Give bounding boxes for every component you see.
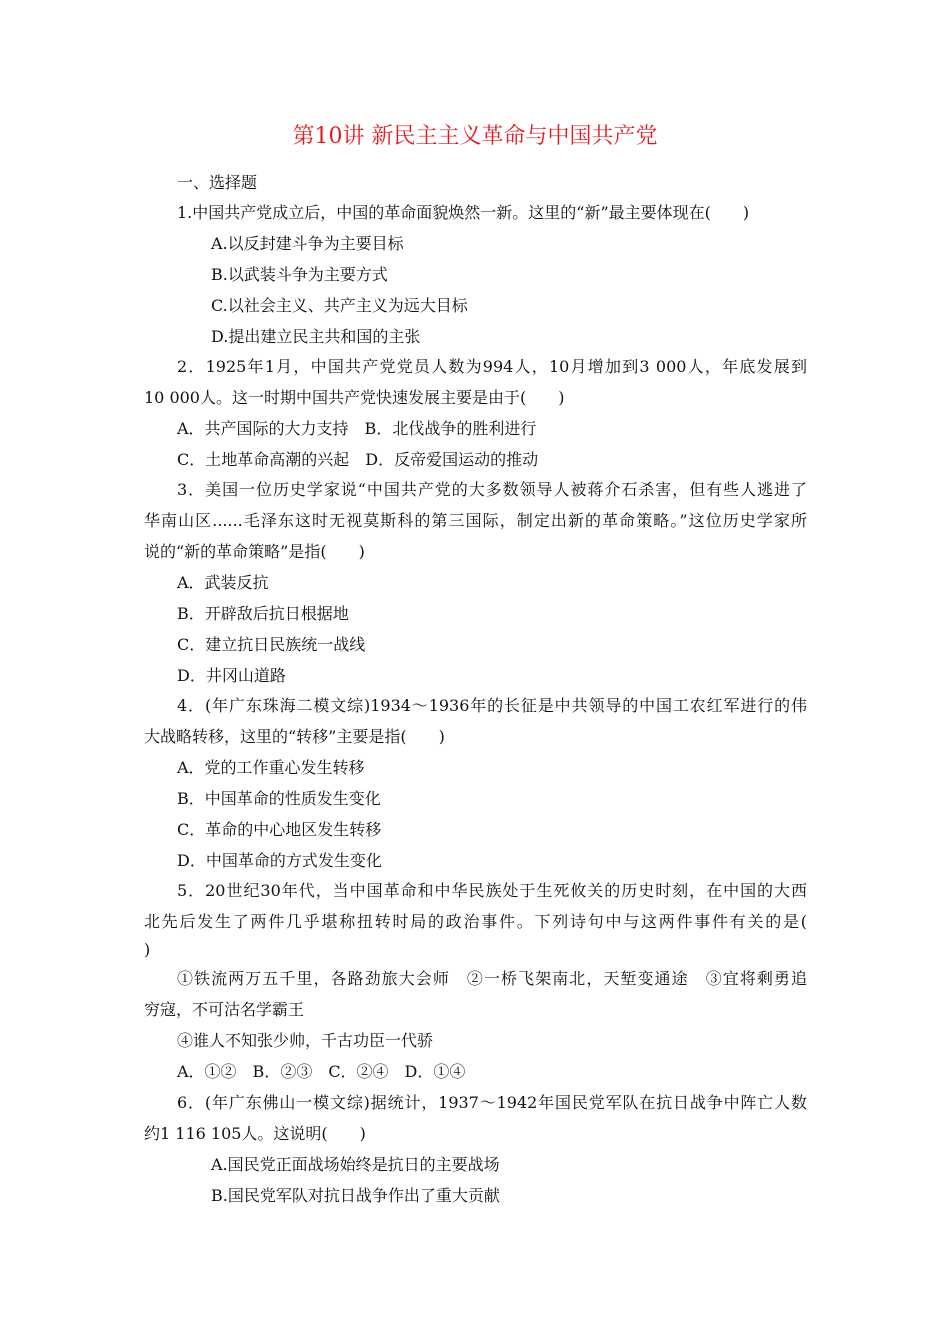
question-4-option-d: D．中国革命的方式发生变化	[177, 851, 382, 870]
question-1-stem: 1.中国共产党成立后，中国的革命面貌焕然一新。这里的“新”最主要体现在( )	[177, 203, 750, 222]
question-3-option-c: C．建立抗日民族统一战线	[177, 635, 366, 654]
question-3-stem-line-3: 说的“新的革命策略”是指( )	[144, 542, 365, 561]
question-1-option-c: C.以社会主义、共产主义为远大目标	[211, 296, 468, 315]
question-5-stem-line-3: )	[144, 940, 151, 959]
question-4-stem-line-1: 4．(年广东珠海二模文综)1934～1936年的长征是中共领导的中国工农红军进行的伟	[177, 696, 807, 715]
question-6-stem-line-2: 约1 116 105人。这说明( )	[144, 1124, 366, 1143]
question-4-stem-line-2: 大战略转移，这里的“转移”主要是指( )	[144, 727, 445, 746]
question-3-stem-line-2: 华南山区......毛泽东这时无视莫斯科的第三国际，制定出新的革命策略。”这位历史学家所	[144, 511, 807, 530]
question-2-stem-line-2: 10 000人。这一时期中国共产党快速发展主要是由于( )	[144, 388, 565, 407]
question-6-option-a: A.国民党正面战场始终是抗日的主要战场	[211, 1155, 500, 1174]
question-4-option-b: B．中国革命的性质发生变化	[177, 789, 381, 808]
question-5-stem-line-2: 北先后发生了两件几乎堪称扭转时局的政治事件。下列诗句中与这两件事件有关的是(	[144, 912, 807, 931]
question-6-stem-line-1: 6．(年广东佛山一模文综)据统计，1937～1942年国民党军队在抗日战争中阵亡人数	[177, 1093, 807, 1112]
question-5-stem-line-1: 5．20世纪30年代，当中国革命和中华民族处于生死攸关的历史时刻，在中国的大西	[177, 881, 807, 900]
question-2-stem-line-1: 2．1925年1月，中国共产党党员人数为994人，10月增加到3 000人，年底发展到	[177, 357, 807, 376]
question-6-option-b: B.国民党军队对抗日战争作出了重大贡献	[211, 1186, 500, 1205]
section-heading: 一、选择题	[177, 173, 258, 192]
question-1-option-d: D.提出建立民主共和国的主张	[211, 327, 421, 346]
question-2-options-cd: C．土地革命高潮的兴起 D．反帝爱国运动的推动	[177, 450, 539, 469]
question-5-poem-line-2: 穷寇，不可沽名学霸王	[144, 1000, 305, 1019]
question-3-option-b: B．开辟敌后抗日根据地	[177, 604, 349, 623]
question-1-option-b: B.以武装斗争为主要方式	[211, 265, 388, 284]
question-3-stem-line-1: 3．美国一位历史学家说“中国共产党的大多数领导人被蒋介石杀害，但有些人逃进了	[177, 480, 807, 499]
document-title: 第10讲 新民主主义革命与中国共产党	[292, 124, 658, 149]
question-4-option-c: C．革命的中心地区发生转移	[177, 820, 382, 839]
question-2-options-ab: A．共产国际的大力支持 B．北伐战争的胜利进行	[177, 419, 537, 438]
question-5-poem-line-3: ④谁人不知张少帅，千古功臣一代骄	[177, 1031, 434, 1050]
question-3-option-d: D．井冈山道路	[177, 666, 286, 685]
question-5-options: A．①② B．②③ C．②④ D．①④	[177, 1062, 466, 1081]
question-3-option-a: A．武装反抗	[177, 573, 269, 592]
question-5-poem-line-1: ①铁流两万五千里，各路劲旅大会师 ②一桥飞架南北，天堑变通途 ③宜将剩勇追	[177, 969, 807, 988]
question-4-option-a: A．党的工作重心发生转移	[177, 758, 365, 777]
question-1-option-a: A.以反封建斗争为主要目标	[211, 234, 404, 253]
